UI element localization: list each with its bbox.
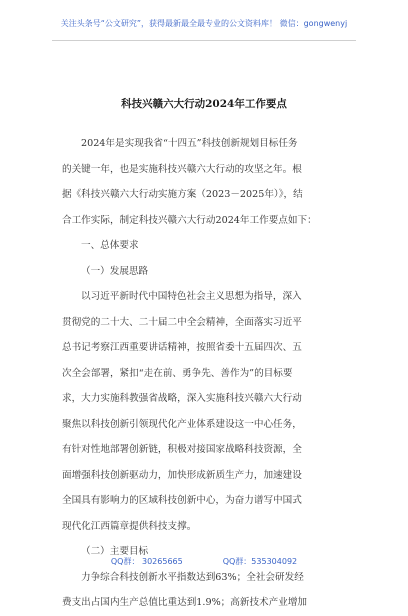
paragraph-line: 合工作实际，制定科技兴赣六大行动2024年工作要点如下： [62,214,317,226]
document-body [62,131,348,616]
paragraph-line: 有针对性地部署创新链，积极对接国家战略科技资源，全 [62,444,302,455]
paragraph-line: 现代化江西篇章提供科技支撑。 [62,520,197,532]
paragraph-line: 求，大力实施科教强省战略，深入实施科技兴赣六大行动 [62,393,302,404]
footer-qq-group-1: QQ群： 30265665 [110,557,183,566]
header-divider [52,40,356,41]
paragraph-line: 2024年是实现我省“十四五”科技创新规划目标任务 [81,138,298,149]
subsection-heading: （二）主要目标 [81,546,149,557]
paragraph-line: 的关键一年，也是实施科技兴赣六大行动的攻坚之年。根 [62,163,302,175]
header-banner: 关注头条号“公文研究”，获得最新最全最专业的公文资料库！ 微信：gongwenyj [60,19,348,28]
paragraph-line: 据《科技兴赣六大行动实施方案（2023－2025年）》，结 [62,189,303,200]
paragraph-line: 以习近平新时代中国特色社会主义思想为指导，深入 [81,291,302,302]
footer-qq-group-2: QQ群：535304092 [222,557,298,566]
paragraph-line: 总书记考察江西重要讲话精神，按照省委十五届四次、五 [62,342,302,353]
paragraph-line: 力争综合科技创新水平指数达到63%；全社会研发经 [81,571,304,583]
footer [0,556,408,567]
section-heading: 一、总体要求 [81,240,139,251]
paragraph-line: 全国具有影响力的区域科技创新中心，为奋力谱写中国式 [62,495,302,506]
paragraph-line: 聚焦以科技创新引领现代化产业体系建设这一中心任务， [62,418,302,430]
paragraph-line: 贯彻党的二十大、二十届二中全会精神，全面落实习近平 [62,316,302,328]
paragraph-line: 面增强科技创新驱动力，加快形成新质生产力，加速建设 [62,469,302,481]
paragraph-line: 费支出占国内生产总值比重达到1.9%；高新技术产业增加 [62,597,308,608]
subsection-heading: （一）发展思路 [81,265,149,277]
document-title: 科技兴赣六大行动2024年工作要点 [121,98,287,110]
paragraph-line: 次全会部署，紧扣“走在前、勇争先、善作为”的目标要 [62,367,293,379]
